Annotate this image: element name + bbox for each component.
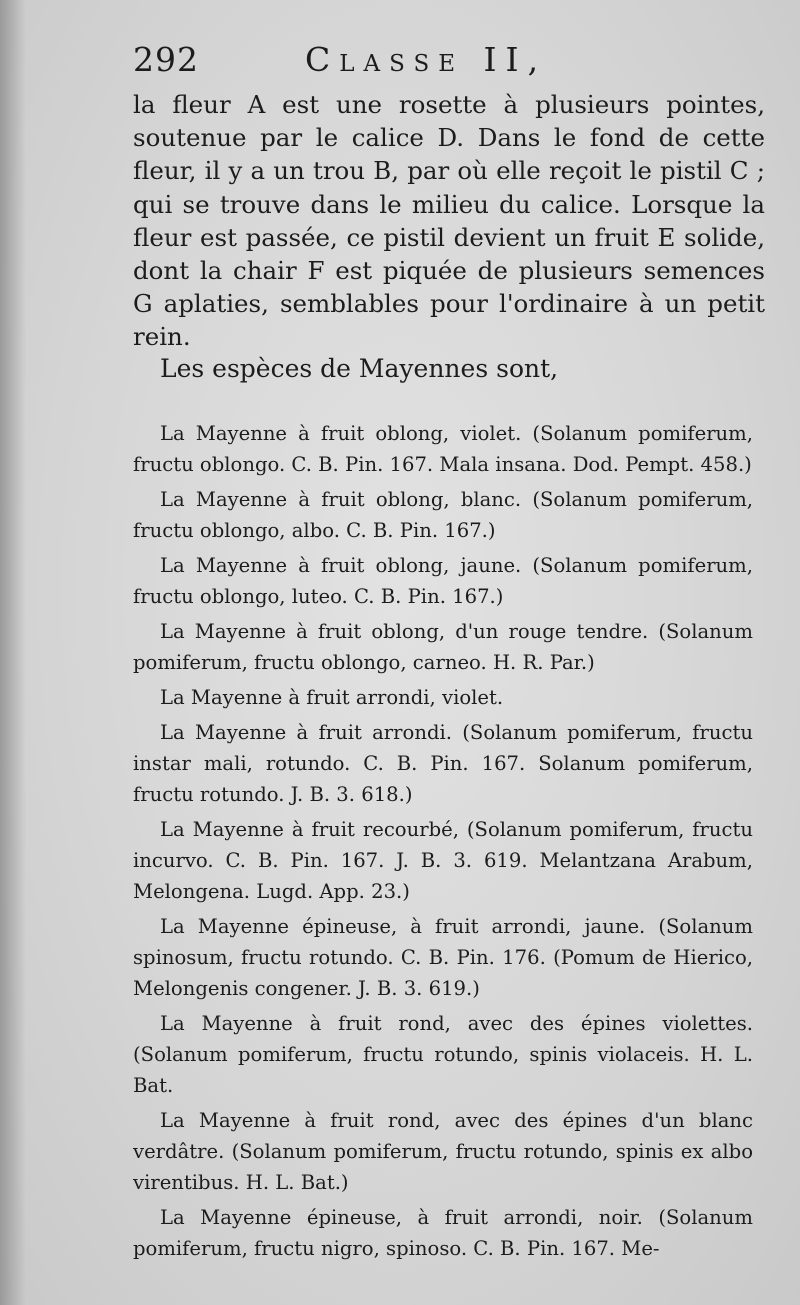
species-list [133, 418, 753, 1268]
page-header [133, 40, 603, 92]
species-entry: La Mayenne à fruit oblong, violet. (Solanum pomiferum, fructu oblongo. C. B. Pin. 167. Mala insana. Dod. Pempt. 458.) [133, 422, 753, 476]
species-entry: La Mayenne à fruit rond, avec des épines d'un blanc verdâtre. (Solanum pomiferum, fructu rotundo, spinis ex albo virentibus. H. L. Bat.) [133, 1109, 753, 1194]
running-head: Classe II, [305, 40, 548, 79]
species-entry: La Mayenne à fruit arrondi, violet. [160, 686, 504, 709]
species-entry: La Mayenne à fruit recourbé, (Solanum pomiferum, fructu incurvo. C. B. Pin. 167. J. B. 3. 619. Melantzana Arabum, Melongena. Lugd. App. 23.) [133, 818, 753, 903]
species-entry: La Mayenne à fruit oblong, jaune. (Solanum pomiferum, fructu oblongo, luteo. C. B. Pin. 167.) [133, 554, 753, 608]
page-number: 292 [133, 40, 199, 79]
species-subheading: Les espèces de Mayennes sont, [160, 354, 559, 383]
species-entry: La Mayenne à fruit oblong, d'un rouge tendre. (Solanum pomiferum, fructu oblongo, carneo. H. R. Par.) [133, 620, 753, 674]
species-entry: La Mayenne à fruit oblong, blanc. (Solanum pomiferum, fructu oblongo, albo. C. B. Pin. 167.) [133, 488, 753, 542]
species-entry: La Mayenne à fruit arrondi. (Solanum pomiferum, fructu instar mali, rotundo. C. B. Pin. 167. Solanum pomiferum, fructu rotundo. J. B. 3. 618.) [133, 721, 753, 806]
intro-paragraph: la fleur A est une rosette à plusieurs pointes, soutenue par le calice D. Dans le fond de cette fleur, il y a un trou B, par où elle reçoit le pistil C ; qui se trouve dans le milieu du calice. Lorsque la fleur est passée, ce pistil devient un fruit E solide, dont la chair F est piquée de plusieurs semences G aplaties, semblables pour l'ordinaire à un petit rein. [133, 90, 765, 352]
species-entry: La Mayenne épineuse, à fruit arrondi, jaune. (Solanum spinosum, fructu rotundo. C. B. Pin. 176. (Pomum de Hierico, Melongenis congener. J. B. 3. 619.) [133, 915, 753, 1000]
species-entry: La Mayenne à fruit rond, avec des épines violettes. (Solanum pomiferum, fructu rotundo, spinis violaceis. H. L. Bat. [133, 1012, 753, 1097]
species-entry: La Mayenne épineuse, à fruit arrondi, noir. (Solanum pomiferum, fructu nigro, spinoso. C. B. Pin. 167. Me- [133, 1206, 753, 1260]
